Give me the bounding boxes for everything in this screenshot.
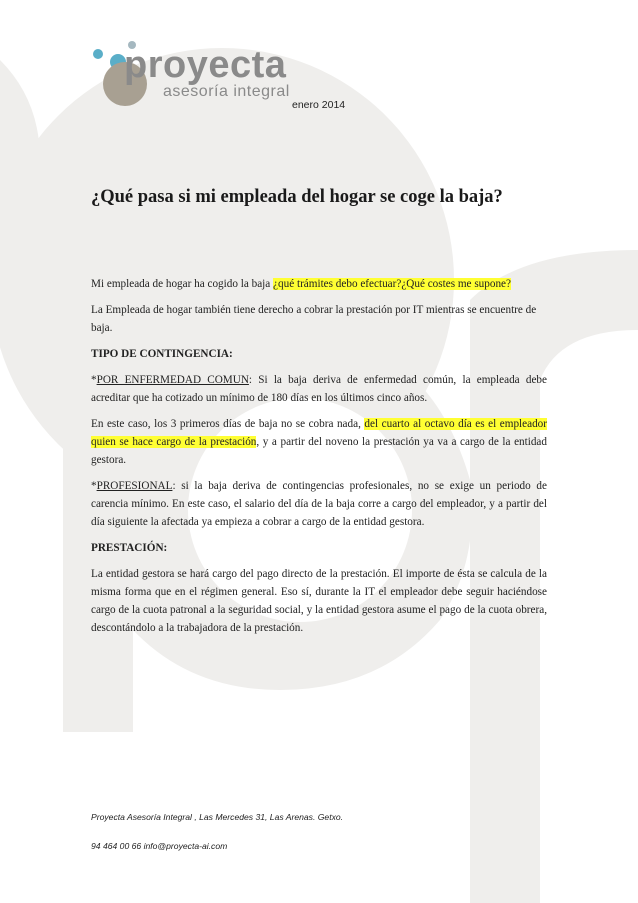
- days-highlight: del cuarto al octavo día es el empleador quien se hace cargo de la prestación: [91, 418, 547, 448]
- professional-prefix: *: [91, 480, 97, 492]
- paragraph-days: [91, 415, 547, 469]
- footer-address: Proyecta Asesoría Integral , Las Mercedes 31, Las Arenas. Getxo.: [91, 812, 344, 822]
- page-title: ¿Qué pasa si mi empleada del hogar se coge la baja?: [91, 187, 503, 207]
- days-text-a: En este caso, los 3 primeros días de baja no se cobra nada,: [91, 418, 365, 430]
- paragraph-illness: [91, 371, 547, 407]
- document-date: enero 2014: [292, 99, 346, 111]
- days-text-b: , y a partir del noveno la prestación ya va a cargo de la entidad gestora.: [91, 436, 547, 466]
- illness-prefix: *: [91, 374, 97, 386]
- paragraph-right: La Empleada de hogar también tiene derecho a cobrar la prestación por IT mientras se encuentre de baja.: [91, 304, 537, 334]
- intro-text: Mi empleada de hogar ha cogido la baja: [91, 278, 274, 290]
- professional-label: PROFESIONAL: [96, 480, 173, 492]
- heading-contingency: TIPO DE CONTINGENCIA:: [91, 348, 233, 360]
- paragraph-professional: [91, 477, 547, 531]
- heading-benefit: PRESTACIÓN:: [91, 542, 168, 554]
- illness-label: POR ENFERMEDAD COMUN: [96, 374, 249, 386]
- intro-highlight: ¿qué trámites debo efectuar?¿Qué costes me supone?: [273, 278, 511, 290]
- footer-contact: 94 464 00 66 info@proyecta-ai.com: [91, 841, 228, 851]
- professional-text: : si la baja deriva de contingencias profesionales, no se exige un periodo de carencia mínimo. En este caso, el salario del día de la baja corre a cargo del empleador, y a partir del día siguiente la afectada ya empieza a cobrar a cargo de la entidad gestora.: [91, 480, 547, 528]
- logo-tagline: asesoría integral: [163, 83, 290, 100]
- document-body: [91, 275, 547, 645]
- paragraph-intro: [91, 275, 547, 293]
- illness-text: : Si la baja deriva de enfermedad común, la empleada debe acreditar que ha cotizado un mínimo de 180 días en los últimos cinco años.: [91, 374, 547, 404]
- paragraph-benefit: La entidad gestora se hará cargo del pago directo de la prestación. El importe de ésta se calcula de la misma forma que en el régimen general. Eso sí, durante la IT el empleador debe seguir haciéndose cargo de la cuota patronal a la seguridad social, y la entidad gestora asume el pago de la cuota obrera, descontándolo a la trabajadora de la prestación.: [91, 568, 547, 634]
- logo-brand: proyecta: [124, 44, 287, 86]
